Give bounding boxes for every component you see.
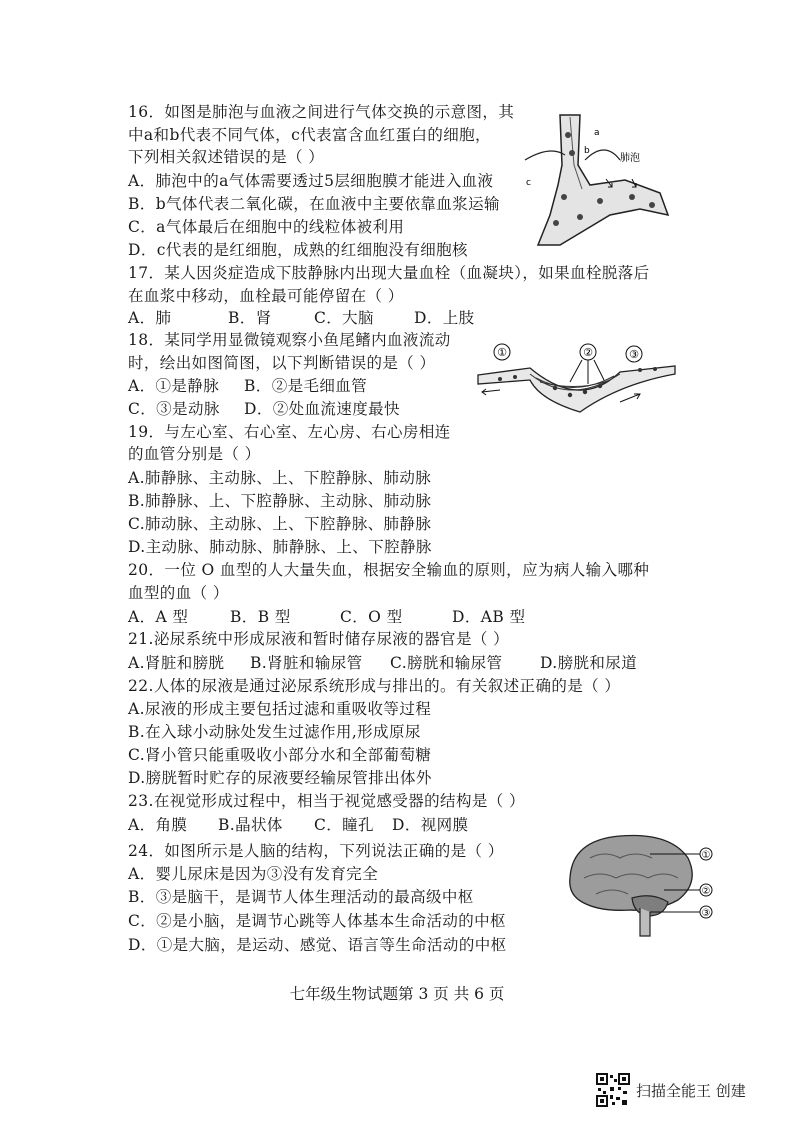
question-24-option-a: A．婴儿尿床是因为③没有发育完全 <box>128 865 379 883</box>
question-16-option-b: B．b气体代表二氧化碳，在血液中主要依靠血浆运输 <box>128 195 500 213</box>
marker-2: ② <box>701 886 711 897</box>
label-alveolus: 肺泡 <box>620 153 640 164</box>
fish-tail-vessels-figure <box>470 340 680 420</box>
question-18-option-c: C．③是动脉 <box>128 400 220 418</box>
label-a: a <box>594 128 600 138</box>
question-23-option-c: C．瞳孔 <box>314 816 374 834</box>
question-24-stem: 24．如图所示是人脑的结构，下列说法正确的是（ ） <box>128 842 504 860</box>
scanner-watermark <box>596 1072 746 1108</box>
question-22-option-a: A.尿液的形成主要包括过滤和重吸收等过程 <box>128 700 432 718</box>
question-19-option-a: A.肺静脉、主动脉、上、下腔静脉、肺动脉 <box>128 469 432 487</box>
question-19-option-c: C.肺动脉、主动脉、上、下腔静脉、肺静脉 <box>128 515 432 533</box>
question-18-stem: 时，绘出如图简图，以下判断错误的是（ ） <box>128 354 436 372</box>
question-21-stem: 21.泌尿系统中形成尿液和暂时储存尿液的器官是（ ） <box>128 630 509 648</box>
marker-3: ③ <box>629 348 639 361</box>
question-24-option-d: D．①是大脑，是运动、感觉、语言等生命活动的中枢 <box>128 936 507 954</box>
question-21-option-b: B.肾脏和输尿管 <box>250 654 363 672</box>
question-23-option-b: B.晶状体 <box>218 816 283 834</box>
qr-code-icon <box>596 1073 630 1107</box>
question-16-stem: 下列相关叙述错误的是（ ） <box>128 148 325 166</box>
question-16-option-a: A．肺泡中的a气体需要透过5层细胞膜才能进入血液 <box>128 172 494 190</box>
question-23-stem: 23.在视觉形成过程中，相当于视觉感受器的结构是（ ） <box>128 792 525 810</box>
question-20-stem: 20．一位 O 血型的人大量失血，根据安全输血的原则，应为病人输入哪种 <box>128 561 650 579</box>
question-17-option-d: D．上肢 <box>414 309 475 327</box>
scanner-watermark-text: 扫描全能王 创建 <box>636 1081 746 1100</box>
label-c: c <box>526 178 531 188</box>
question-17-option-c: C．大脑 <box>314 309 374 327</box>
question-20-stem: 血型的血（ ） <box>128 584 229 602</box>
question-18-option-a: A．①是静脉 <box>128 377 220 395</box>
human-brain-figure <box>560 828 720 948</box>
alveolus-gas-exchange-figure <box>520 105 670 250</box>
question-18-option-d: D．②处血流速度最快 <box>244 400 400 418</box>
question-24-option-c: C．②是小脑，是调节心跳等人体基本生命活动的中枢 <box>128 912 506 930</box>
question-20-option-c: C．O 型 <box>340 608 403 626</box>
question-22-option-c: C.肾小管只能重吸收小部分水和全部葡萄糖 <box>128 746 432 764</box>
question-17-stem: 17．某人因炎症造成下肢静脉内出现大量血栓（血凝块），如果血栓脱落后 <box>128 264 650 282</box>
question-18-stem: 18．某同学用显微镜观察小鱼尾鳍内血液流动 <box>128 331 451 349</box>
question-20-option-d: D．AB 型 <box>452 608 526 626</box>
question-17-option-b: B．肾 <box>228 309 272 327</box>
question-18-option-b: B．②是毛细血管 <box>244 377 368 395</box>
question-20-option-a: A．A 型 <box>128 608 189 626</box>
question-22-option-b: B.在入球小动脉处发生过滤作用,形成原尿 <box>128 723 421 741</box>
question-16-stem: 中a和b代表不同气体，c代表富含血红蛋白的细胞， <box>128 126 491 144</box>
page-footer: 七年级生物试题第 3 页 共 6 页 <box>289 985 505 1003</box>
question-23-option-a: A．角膜 <box>128 816 188 834</box>
marker-3: ③ <box>701 908 711 919</box>
marker-1: ① <box>701 850 711 861</box>
question-19-option-d: D.主动脉、肺动脉、肺静脉、上、下腔静脉 <box>128 538 432 556</box>
question-16-option-c: C．a气体最后在细胞中的线粒体被利用 <box>128 218 405 236</box>
question-21-option-c: C.膀胱和输尿管 <box>390 654 503 672</box>
question-23-option-d: D．视网膜 <box>392 816 469 834</box>
question-20-option-b: B．B 型 <box>230 608 291 626</box>
marker-2: ② <box>583 346 593 359</box>
marker-1: ① <box>497 346 507 359</box>
question-16-stem: 16．如图是肺泡与血液之间进行气体交换的示意图，其 <box>128 103 515 121</box>
question-19-stem: 的血管分别是（ ） <box>128 445 261 463</box>
question-22-option-d: D.膀胱暂时贮存的尿液要经输尿管排出体外 <box>128 769 432 787</box>
question-24-option-b: B．③是脑干，是调节人体生理活动的最高级中枢 <box>128 888 474 906</box>
label-b: b <box>584 146 590 156</box>
question-22-stem: 22.人体的尿液是通过泌尿系统形成与排出的。有关叙述正确的是（ ） <box>128 677 621 695</box>
question-17-stem: 在血浆中移动，血栓最可能停留在（ ） <box>128 287 404 305</box>
question-19-stem: 19．与左心室、右心室、左心房、右心房相连 <box>128 423 451 441</box>
question-21-option-d: D.膀胱和尿道 <box>540 654 638 672</box>
question-16-option-d: D．c代表的是红细胞，成熟的红细胞没有细胞核 <box>128 241 468 259</box>
question-17-option-a: A．肺 <box>128 309 172 327</box>
question-19-option-b: B.肺静脉、上、下腔静脉、主动脉、肺动脉 <box>128 492 432 510</box>
question-21-option-a: A.肾脏和膀胱 <box>128 654 225 672</box>
